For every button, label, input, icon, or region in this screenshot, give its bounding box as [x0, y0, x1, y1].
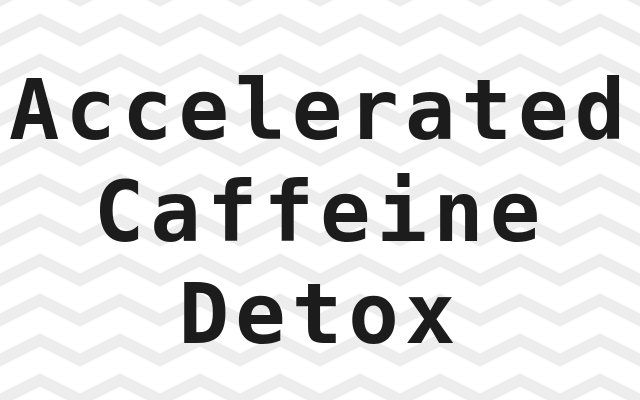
title-line-detox: Detox — [178, 265, 462, 363]
chevron-stripe — [0, 20, 640, 40]
chevron-stripe — [0, 380, 640, 400]
title-line-accelerated: Accelerated — [8, 61, 632, 159]
title-line-caffeine: Caffeine — [93, 163, 547, 261]
